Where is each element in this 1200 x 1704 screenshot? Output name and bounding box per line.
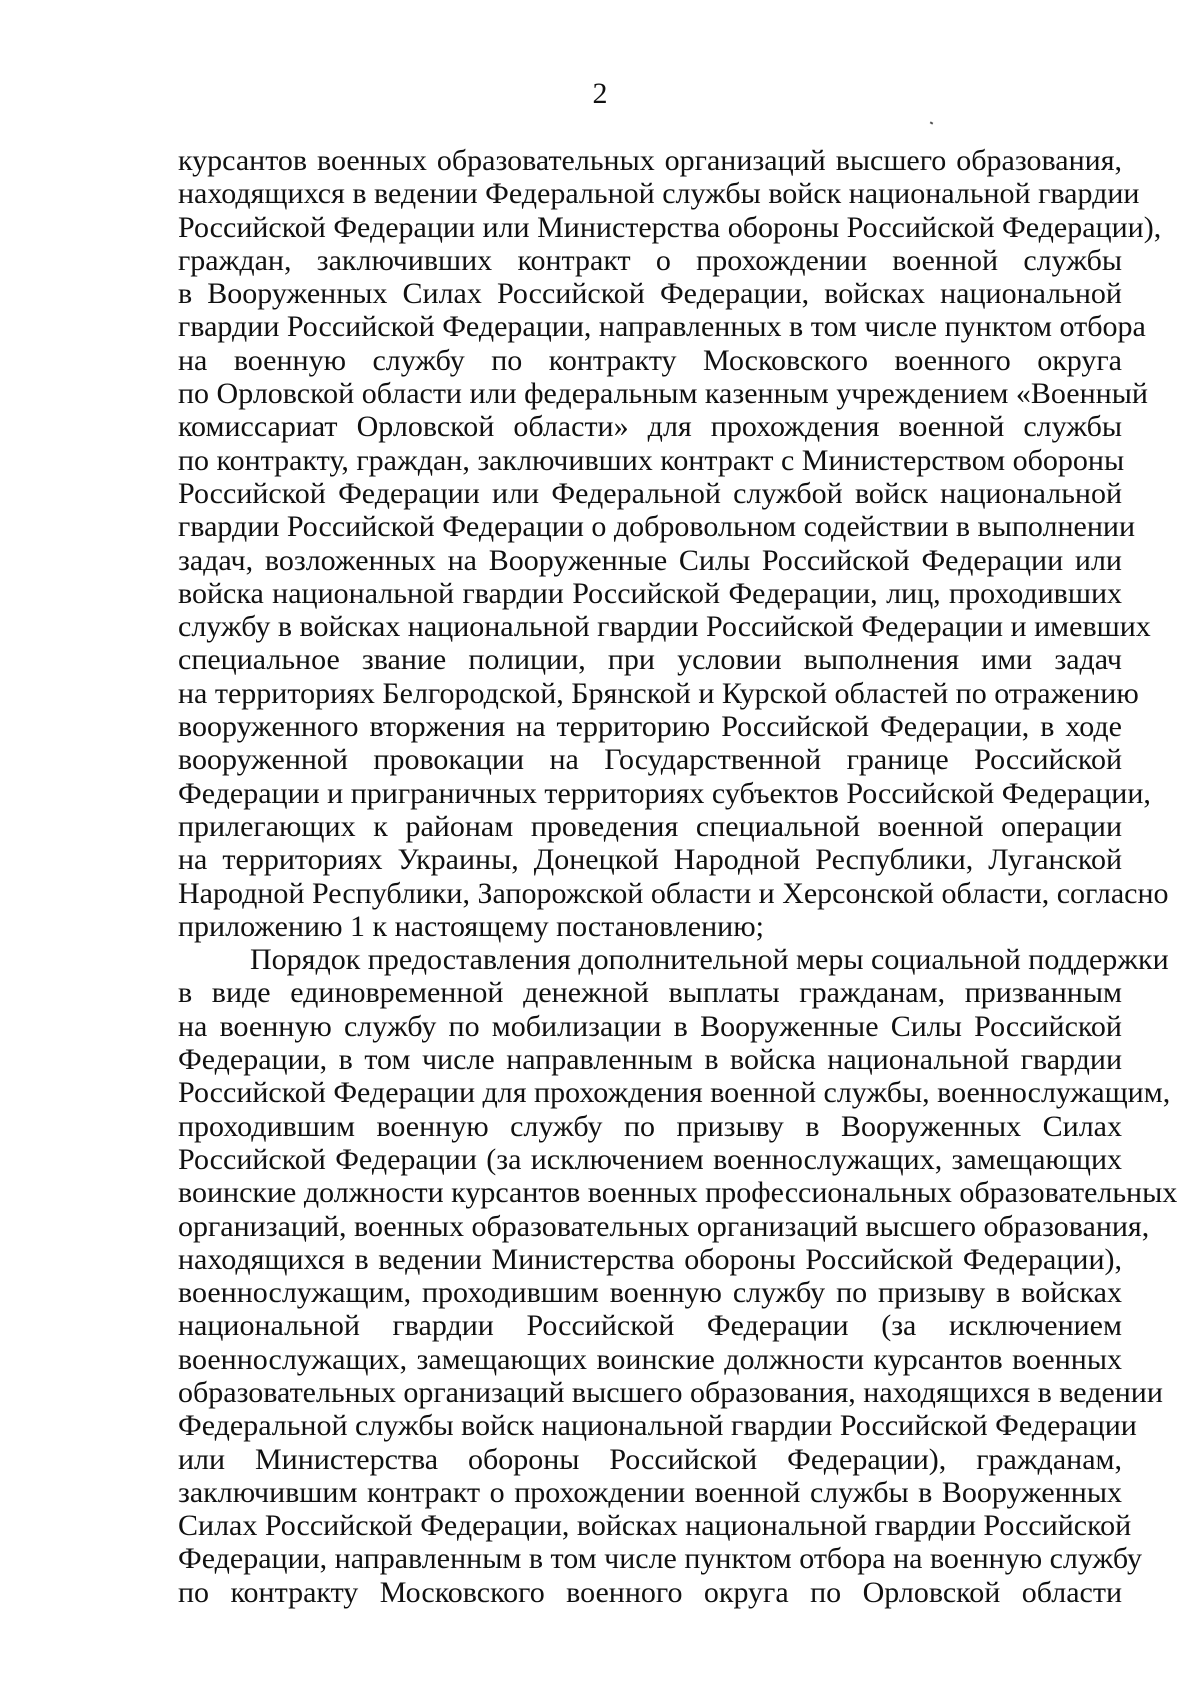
text-line: вооруженного вторжения на территорию Российской Федерации, в ходе (178, 710, 1122, 744)
text-line: на территориях Белгородской, Брянской и Курской областей по отражению (178, 676, 1139, 710)
text-line: по Орловской области или федеральным казенным учреждением «Военный (178, 377, 1148, 411)
text-line: Федеральной службы войск национальной гвардии Российской Федерации (178, 1409, 1137, 1443)
text-line: на военную службу по контракту Московского военного округа (178, 343, 1122, 377)
text-line: образовательных организаций высшего образования, находящихся в ведении (178, 1375, 1163, 1409)
text-line: гвардии Российской Федерации о добровольном содействии в выполнении (178, 510, 1136, 544)
text-line: находящихся в ведении Федеральной службы войск национальной гвардии (178, 177, 1140, 211)
text-line: Российской Федерации или Министерства обороны Российской Федерации), (178, 210, 1162, 244)
text-line: Российской Федерации для прохождения военной службы, военнослужащим, (178, 1076, 1171, 1110)
text-line: войска национальной гвардии Российской Федерации, лиц, проходивших (178, 576, 1122, 610)
text-line: Федерации, направленным в том числе пунктом отбора на военную службу (178, 1542, 1142, 1576)
text-line: находящихся в ведении Министерства обороны Российской Федерации), (178, 1242, 1122, 1276)
text-line: военнослужащим, проходившим военную службу по призыву в войсках (178, 1276, 1122, 1310)
text-line: проходившим военную службу по призыву в Вооруженных Силах (178, 1109, 1122, 1143)
text-line: Федерации, в том числе направленным в войска национальной гвардии (178, 1043, 1122, 1077)
text-line: по контракту, граждан, заключивших контракт с Министерством обороны (178, 443, 1125, 477)
text-line: военнослужащих, замещающих воинские должности курсантов военных (178, 1342, 1122, 1376)
text-line: Порядок предоставления дополнительной меры социальной поддержки (250, 943, 1169, 977)
text-line: организаций, военных образовательных организаций высшего образования, (178, 1209, 1150, 1243)
text-line: в Вооруженных Силах Российской Федерации, войсках национальной (178, 277, 1122, 311)
text-line: национальной гвардии Российской Федерации (за исключением (178, 1309, 1122, 1343)
text-line: курсантов военных образовательных организаций высшего образования, (178, 144, 1122, 177)
text-line: задач, возложенных на Вооруженные Силы Российской Федерации или (178, 543, 1122, 577)
text-line: по контракту Московского военного округа по Орловской области (178, 1575, 1122, 1609)
text-line: Федерации и приграничных территориях субъектов Российской Федерации, (178, 776, 1151, 810)
text-line: Российской Федерации (за исключением военнослужащих, замещающих (178, 1142, 1122, 1176)
scan-speck (930, 121, 934, 124)
text-line: гвардии Российской Федерации, направленных в том числе пунктом отбора (178, 310, 1146, 344)
text-line: Силах Российской Федерации, войсках национальной гвардии Российской (178, 1509, 1132, 1543)
page-number: 2 (592, 77, 608, 110)
text-line: приложению 1 к настоящему постановлению; (178, 909, 764, 943)
text-line: специальное звание полиции, при условии выполнения ими задач (178, 643, 1122, 677)
text-line: заключившим контракт о прохождении военной службы в Вооруженных (178, 1475, 1122, 1509)
text-line: граждан, заключивших контракт о прохождении военной службы (178, 243, 1122, 277)
text-line: на территориях Украины, Донецкой Народной Республики, Луганской (178, 843, 1122, 877)
text-line: на военную службу по мобилизации в Вооруженные Силы Российской (178, 1009, 1122, 1043)
paragraph-1 (178, 144, 1169, 943)
text-line: воинские должности курсантов военных профессиональных образовательных (178, 1176, 1178, 1210)
paragraph-2 (178, 943, 1178, 1609)
document-body (178, 144, 1178, 1609)
text-line: комиссариат Орловской области» для прохождения военной службы (178, 410, 1122, 444)
text-line: службу в войсках национальной гвардии Российской Федерации и имевших (178, 610, 1151, 644)
text-line: Российской Федерации или Федеральной службой войск национальной (178, 476, 1122, 510)
text-line: или Министерства обороны Российской Федерации), гражданам, (178, 1442, 1122, 1476)
text-line: в виде единовременной денежной выплаты гражданам, призванным (178, 976, 1122, 1010)
text-line: вооруженной провокации на Государственной границе Российской (178, 743, 1122, 777)
text-line: Народной Республики, Запорожской области и Херсонской области, согласно (178, 876, 1169, 910)
text-line: прилегающих к районам проведения специальной военной операции (178, 809, 1122, 843)
